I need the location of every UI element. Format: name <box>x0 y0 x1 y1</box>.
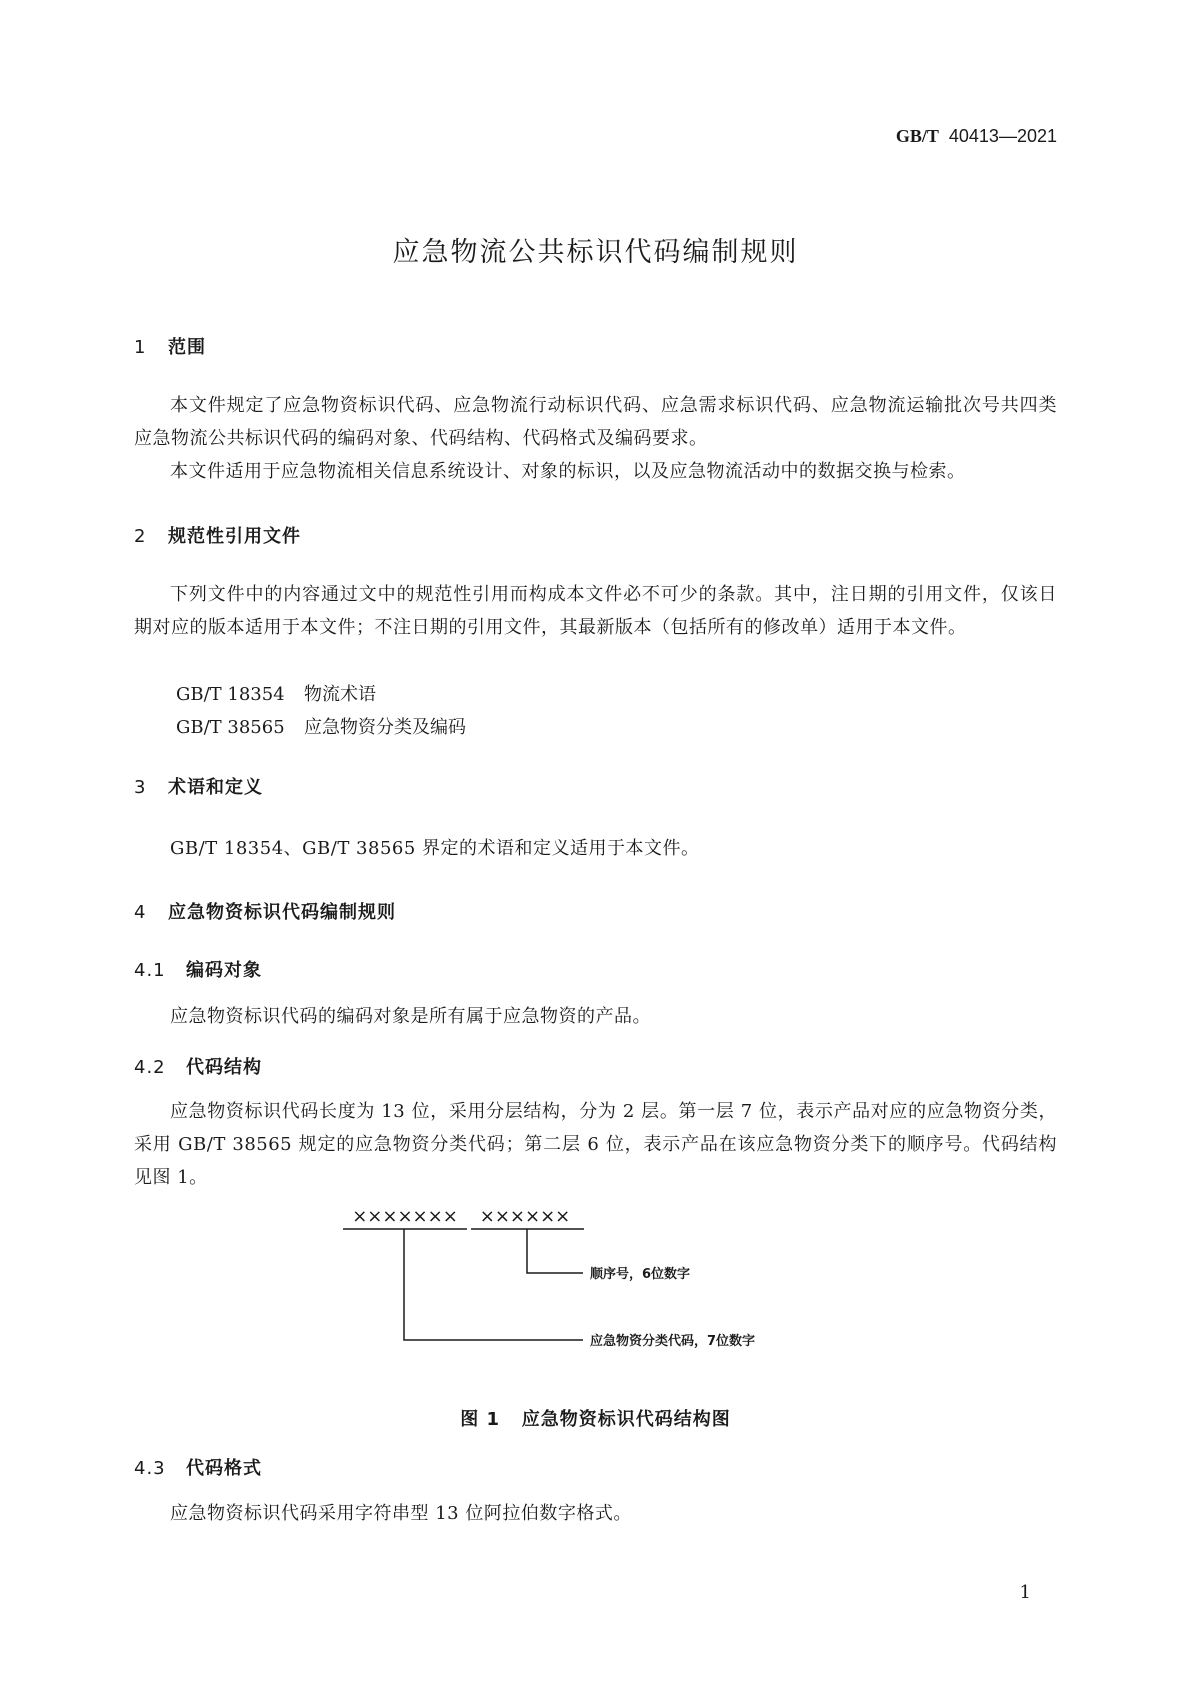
figure-number: 图 1 <box>460 1409 500 1430</box>
section-title: 范围 <box>168 337 206 358</box>
section-3-heading <box>134 773 263 799</box>
page-number: 1 <box>1019 1582 1031 1603</box>
section-title: 应急物资标识代码编制规则 <box>168 902 396 923</box>
section-4-heading <box>134 898 396 924</box>
standard-code <box>896 126 1057 147</box>
reference-name: 物流术语 <box>304 684 376 705</box>
section-1-heading <box>134 333 206 359</box>
reference-code: GB/T 18354 <box>176 684 285 705</box>
section-4-3-paragraph: 应急物资标识代码采用字符串型 13 位阿拉伯数字格式。 <box>170 1503 632 1524</box>
section-number: 4.1 <box>134 960 166 981</box>
section-number: 2 <box>134 526 147 547</box>
figure-title: 应急物资标识代码结构图 <box>521 1409 731 1430</box>
first-layer-placeholder: ××××××× <box>352 1206 458 1227</box>
section-1-paragraph-2: 本文件适用于应急物流相关信息系统设计、对象的标识，以及应急物流活动中的数据交换与检索。 <box>170 461 966 482</box>
section-title: 编码对象 <box>186 960 262 981</box>
section-number: 4 <box>134 902 147 923</box>
figure-caption <box>0 1405 1191 1431</box>
sequence-leader-line <box>527 1229 583 1273</box>
section-4-1-paragraph: 应急物资标识代码的编码对象是所有属于应急物资的产品。 <box>170 1006 651 1027</box>
section-4-1-heading <box>134 956 262 982</box>
section-1-paragraph-1: 本文件规定了应急物资标识代码、应急物流行动标识代码、应急需求标识代码、应急物流运输批次号共四类应急物流公共标识代码的编码对象、代码结构、代码格式及编码要求。 <box>134 395 1057 449</box>
section-4-2-heading <box>134 1053 262 1079</box>
section-4-3-heading <box>134 1454 262 1480</box>
document-title: 应急物流公共标识代码编制规则 <box>392 237 799 268</box>
section-number: 3 <box>134 777 147 798</box>
section-title: 规范性引用文件 <box>168 526 301 547</box>
classification-label: 应急物资分类代码，7位数字 <box>590 1334 756 1349</box>
section-title: 代码格式 <box>186 1458 262 1479</box>
code-structure-diagram <box>0 1200 1191 1350</box>
section-number: 1 <box>134 337 147 358</box>
section-title: 术语和定义 <box>168 777 263 798</box>
section-number: 4.2 <box>134 1057 166 1078</box>
standard-prefix: GB/T <box>895 126 939 146</box>
reference-name: 应急物资分类及编码 <box>304 717 466 738</box>
section-title: 代码结构 <box>186 1057 262 1078</box>
section-2-heading <box>134 522 301 548</box>
section-4-2-paragraph: 应急物资标识代码长度为 13 位，采用分层结构，分为 2 层。第一层 7 位，表示产品对应的应急物资分类，采用 GB/T 38565 规定的应急物资分类代码；第二层 6 位，表示产品在该应急物资分类下的顺序号。代码结构见图 1。 <box>134 1101 1057 1188</box>
classification-leader-line <box>404 1229 583 1340</box>
second-layer-placeholder: ×××××× <box>479 1206 571 1227</box>
reference-item <box>176 680 376 706</box>
sequence-label: 顺序号，6位数字 <box>590 1267 691 1282</box>
section-3-paragraph-1: GB/T 18354、GB/T 38565 界定的术语和定义适用于本文件。 <box>170 838 700 859</box>
section-number: 4.3 <box>134 1458 166 1479</box>
section-2-paragraph-1: 下列文件中的内容通过文中的规范性引用而构成本文件必不可少的条款。其中，注日期的引用文件，仅该日期对应的版本适用于本文件；不注日期的引用文件，其最新版本（包括所有的修改单）适用于本文件。 <box>134 584 1057 638</box>
reference-item <box>176 713 466 739</box>
standard-number: 40413—2021 <box>948 126 1057 146</box>
reference-code: GB/T 38565 <box>176 717 285 738</box>
